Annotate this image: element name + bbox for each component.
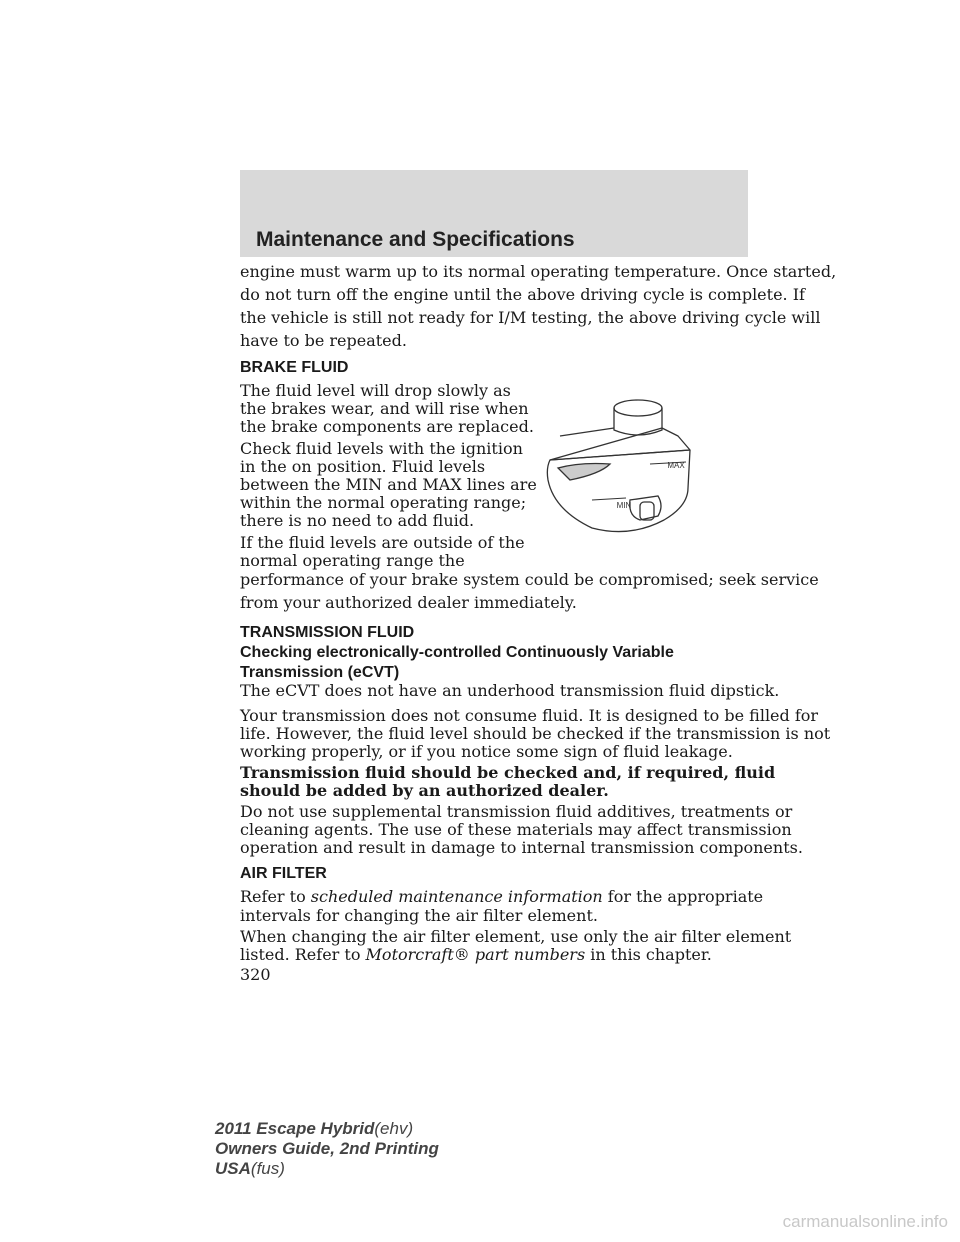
page-section-title: Maintenance and Specifications (256, 228, 575, 251)
brake-p2-line-3: between the MIN and MAX lines are (240, 475, 537, 494)
brake-fluid-reservoir-illustration (540, 388, 700, 538)
transmission-subheading-line-1: Checking electronically-controlled Continuously Variable (240, 644, 674, 661)
intro-line-1: engine must warm up to its normal operating temperature. Once started, (240, 262, 837, 281)
air-filter-p2-prefix: listed. Refer to (240, 945, 366, 964)
transmission-p1: The eCVT does not have an underhood transmission fluid dipstick. (240, 681, 780, 700)
air-filter-p2-line-2 (240, 944, 712, 966)
brake-fluid-heading: BRAKE FLUID (240, 359, 349, 376)
motorcraft-part-numbers-reference: Motorcraft® part numbers (365, 945, 586, 964)
footer-market: USA (215, 1159, 251, 1178)
reservoir-cap-top (614, 400, 662, 416)
brake-p2-line-2: in the on position. Fluid levels (240, 457, 486, 476)
transmission-p3-line-2: should be added by an authorized dealer. (240, 781, 609, 800)
air-filter-p1-suffix: for the appropriate (602, 887, 764, 906)
max-label: MAX (667, 461, 685, 470)
intro-line-4: have to be repeated. (240, 331, 407, 350)
air-filter-p1-line-2: intervals for changing the air filter element. (240, 906, 598, 925)
transmission-subheading-line-2: Transmission (eCVT) (240, 664, 400, 681)
footer-model-code: (ehv) (374, 1119, 414, 1138)
brake-p1-line-1: The fluid level will drop slowly as (240, 381, 511, 400)
transmission-p2-line-2: life. However, the fluid level should be checked if the transmission is not (240, 724, 831, 743)
footer-printing: Owners Guide, 2nd Printing (215, 1139, 439, 1158)
brake-p1-line-2: the brakes wear, and will rise when (240, 399, 529, 418)
transmission-fluid-heading: TRANSMISSION FLUID (240, 624, 415, 641)
transmission-p2-line-3: working properly, or if you notice some sign of fluid leakage. (240, 742, 733, 761)
footer-market-code: (fus) (250, 1159, 285, 1178)
air-filter-heading: AIR FILTER (240, 865, 327, 882)
transmission-p4-line-3: operation and result in damage to internal transmission components. (240, 838, 803, 857)
footer-model: 2011 Escape Hybrid (215, 1119, 375, 1138)
transmission-p4-line-2: cleaning agents. The use of these materials may affect transmission (240, 820, 792, 839)
page-number: 320 (240, 965, 271, 984)
brake-p2-line-5: there is no need to add fluid. (240, 511, 475, 530)
footer-print-info (215, 1119, 439, 1179)
brake-p1-line-3: the brake components are replaced. (240, 417, 534, 436)
min-label: MIN (616, 501, 632, 510)
scheduled-maintenance-reference: scheduled maintenance information (310, 887, 603, 906)
brake-p3-line-2: normal operating range the (240, 551, 465, 570)
air-filter-p1-prefix: Refer to (240, 887, 311, 906)
intro-line-2: do not turn off the engine until the above driving cycle is complete. If (240, 285, 805, 304)
air-filter-p2-suffix: in this chapter. (585, 945, 712, 964)
brake-p3-line-1: If the fluid levels are outside of the (240, 533, 525, 552)
brake-p3-line-4: from your authorized dealer immediately. (240, 593, 577, 612)
brake-p2-line-1: Check fluid levels with the ignition (240, 439, 523, 458)
air-filter-p2-line-1: When changing the air filter element, use only the air filter element (240, 927, 792, 946)
brake-p2-line-4: within the normal operating range; (240, 493, 527, 512)
transmission-p4-line-1: Do not use supplemental transmission fluid additives, treatments or (240, 802, 793, 821)
intro-line-3: the vehicle is still not ready for I/M testing, the above driving cycle will (240, 308, 821, 327)
brake-p3-line-3: performance of your brake system could be compromised; seek service (240, 570, 819, 589)
watermark: carmanualsonline.info (782, 1212, 948, 1231)
transmission-p2-line-1: Your transmission does not consume fluid. It is designed to be filled for (240, 706, 819, 725)
transmission-p3-line-1: Transmission fluid should be checked and, if required, fluid (240, 763, 776, 782)
